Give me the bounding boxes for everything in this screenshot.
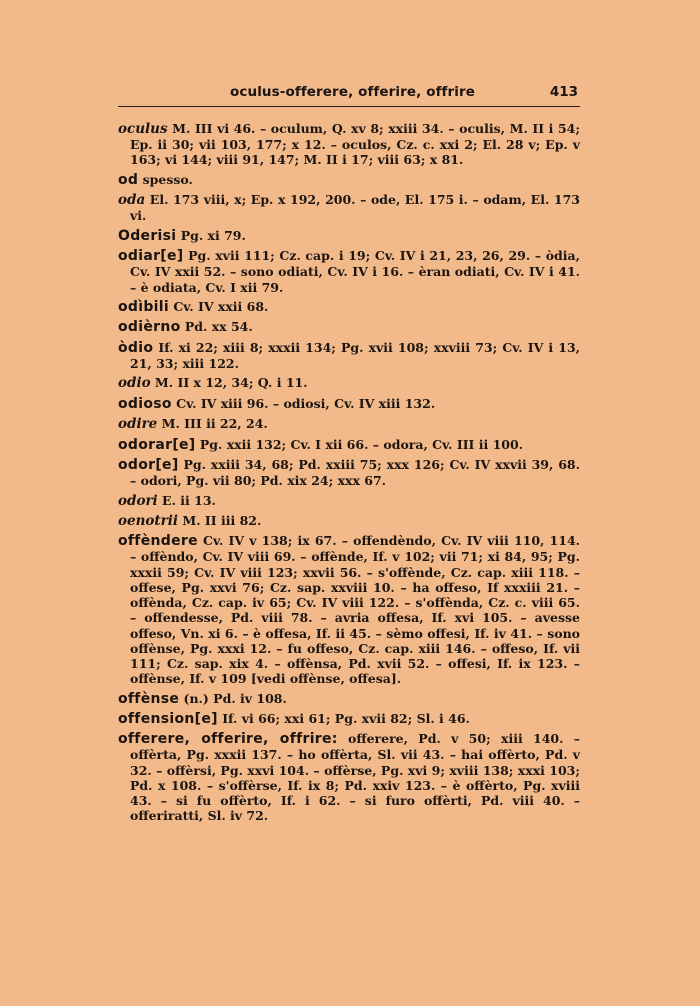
dictionary-entry <box>118 248 580 295</box>
dictionary-entry <box>118 493 580 509</box>
dictionary-entry <box>118 533 580 686</box>
entry-headword: odio <box>118 375 151 392</box>
entry-headword: od <box>118 171 139 188</box>
entry-headword: oda <box>118 192 146 209</box>
dictionary-entry <box>118 513 580 529</box>
entry-headword: offerere, offerire, offrire: <box>118 731 338 748</box>
dictionary-entry <box>118 437 580 453</box>
entry-headword: odor[e] <box>118 456 179 473</box>
entry-headword: oculus <box>118 121 168 137</box>
dictionary-entry <box>118 731 580 823</box>
entry-citations: If. vi 66; xxi 61; Pg. xvii 82; Sl. i 46. <box>217 710 470 726</box>
dictionary-entry <box>118 416 580 432</box>
entry-headword: odioso <box>118 395 172 412</box>
dictionary-entry <box>118 192 580 223</box>
entry-citations: M. III vi 46. – oculum, Q. xv 8; xxiii 34. – oculis, M. II i 54; Ep. ii 30; vii 103, 177; x 12. – oculos, Cz. c. xxi 2; El. 28 v; Ep. v 163; vi 144; viii 91, 147; M. II i 17; viii 63; x 81. <box>130 121 580 168</box>
entry-citations: offerere, Pd. v 50; xiii 140. – offèrta, Pg. xxxii 137. – ho offèrta, Sl. vii 43. – hai offèrto, Pd. v 32. – offèrsi, Pg. xxvi 104. – offèrse, Pg. xvi 9; xviii 138; xxxi 103; Pd. x 108. – s'offèrse, If. ix 8; Pd. xxiv 123. – è offèrto, Pg. xviii 43. – si fu offèrto, If. i 62. – si furo offèrti, Pd. viii 40. – offeriratti, Sl. iv 72. <box>130 731 580 824</box>
entry-citations: Pg. xxii 132; Cv. I xii 66. – odora, Cv. III ii 100. <box>195 436 524 452</box>
dictionary-entry <box>118 457 580 488</box>
entry-headword: odori <box>118 492 158 509</box>
entry-citations: M. III ii 22, 24. <box>157 416 268 432</box>
entry-citations: spesso. <box>138 171 193 187</box>
entry-list <box>118 121 580 828</box>
entry-citations: M. II iii 82. <box>178 512 262 528</box>
dictionary-entry <box>118 121 580 168</box>
entry-headword: offèndere <box>118 533 198 550</box>
dictionary-entry <box>118 375 580 391</box>
entry-headword: odorar[e] <box>118 436 196 453</box>
entry-citations: M. II x 12, 34; Q. i 11. <box>150 375 308 391</box>
dictionary-entry <box>118 172 580 188</box>
dictionary-entry <box>118 228 580 244</box>
entry-citations: (n.) Pd. iv 108. <box>179 690 287 706</box>
page-number: 413 <box>549 84 578 100</box>
entry-citations: Pg. xxiii 34, 68; Pd. xxiii 75; xxx 126; Cv. IV xxvii 39, 68. – odori, Pg. vii 80; Pd. xix 24; xxx 67. <box>130 456 580 489</box>
dictionary-entry <box>118 340 580 371</box>
entry-headword: odire <box>118 416 158 433</box>
entry-citations: Cv. IV xiii 96. – odiosi, Cv. IV xiii 132. <box>171 395 436 411</box>
entry-headword: odièrno <box>118 319 181 336</box>
running-head <box>118 84 580 107</box>
entry-citations: Pg. xvii 111; Cz. cap. i 19; Cv. IV i 21, 23, 26, 29. – òdia, Cv. IV xxii 52. – sono odiati, Cv. IV i 16. – èran odiati, Cv. IV i 41. – è odiata, Cv. I xii 79. <box>130 248 580 295</box>
dictionary-entry <box>118 711 580 727</box>
entry-headword: offènse <box>118 690 180 707</box>
running-head-title: oculus-offerere, offerire, offrire <box>230 84 476 100</box>
entry-headword: òdio <box>118 339 154 356</box>
entry-headword: odiar[e] <box>118 248 184 265</box>
entry-citations: If. xi 22; xiii 8; xxxii 134; Pg. xvii 108; xxviii 73; Cv. IV i 13, 21, 33; xiii 122. <box>130 339 580 371</box>
dictionary-entry <box>118 319 580 335</box>
entry-citations: E. ii 13. <box>157 492 216 508</box>
entry-headword: offension[e] <box>118 710 218 727</box>
entry-citations: El. 173 viii, x; Ep. x 192, 200. – ode, El. 175 i. – odam, El. 173 vi. <box>130 192 580 224</box>
dictionary-entry <box>118 691 580 707</box>
entry-headword: odìbili <box>118 298 169 315</box>
dictionary-entry <box>118 396 580 412</box>
entry-headword: Oderisi <box>118 227 177 244</box>
dictionary-entry <box>118 299 580 315</box>
entry-headword: oenotrii <box>118 512 179 529</box>
entry-citations: Cv. IV v 138; ix 67. – offendèndo, Cv. IV viii 110, 114. – offèndo, Cv. IV viii 69. – offènde, If. v 102; vii 71; xi 84, 95; Pg. xxxii 59; Cv. IV viii 123; xxvii 56. – s'offènde, Cz. cap. xiii 118. – offese, Pg. xxvi 76; Cz. sap. xxviii 10. – ha offeso, If xxxiii 21. – offènda, Cz. cap. iv 65; Cv. IV viii 122. – s'offènda, Cz. c. viii 65. – offendesse, Pd. viii 78. – avria offesa, If. xvi 105. – avesse offeso, Vn. xi 6. – è offesa, If. ii 45. – sèmo offesi, If. iv 41. – sono offènse, Pg. xxxi 12. – fu offeso, Cz. cap. xiii 146. – offeso, If. vii 111; Cz. sap. xix 4. – offènsa, Pd. xvii 52. – offesi, If. ix 123. – offènse, If. v 109 [vedi offènse, offesa]. <box>130 533 580 687</box>
entry-citations: Pd. xx 54. <box>180 319 253 335</box>
entry-citations: Pg. xi 79. <box>176 227 246 243</box>
entry-citations: Cv. IV xxii 68. <box>168 298 269 314</box>
